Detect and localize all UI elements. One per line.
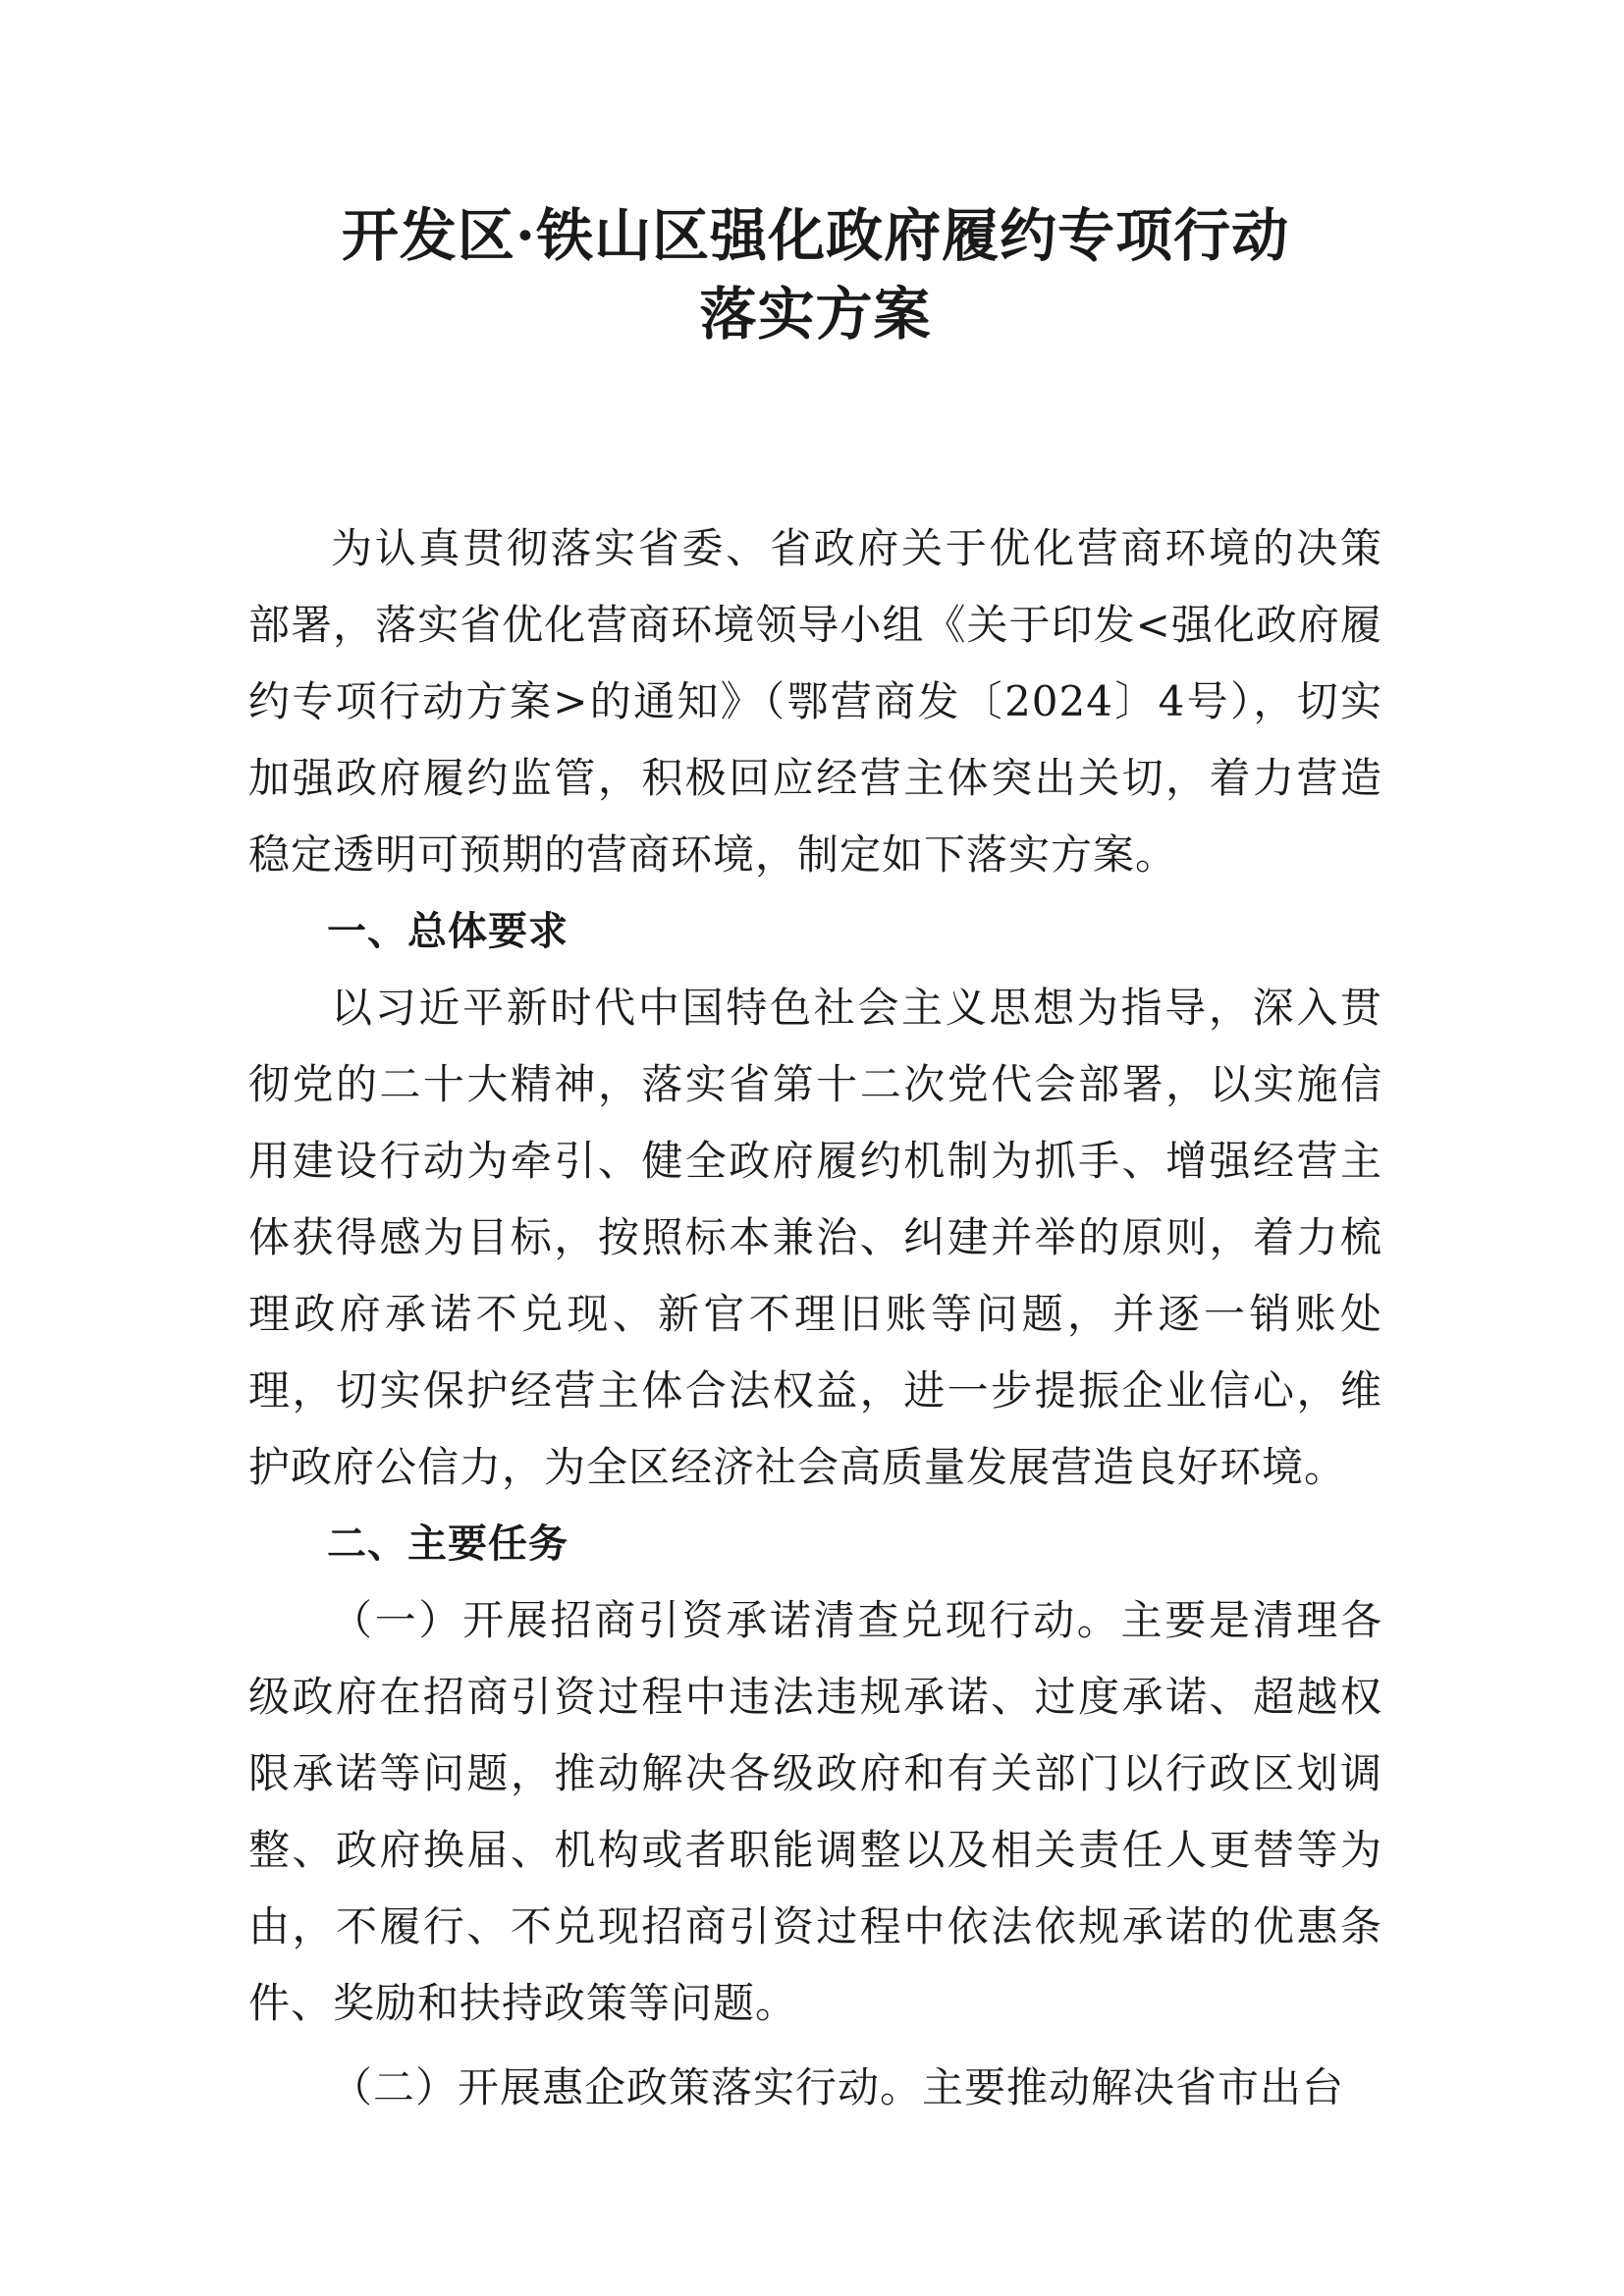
document-body [248, 510, 1382, 2126]
task-2-paragraph [248, 2050, 1382, 2126]
task-1-text: 主要是清理各级政府在招商引资过程中违法违规承诺、过度承诺、超越权限承诺等问题，推动解决各级政府和有关部门以行政区划调整、政府换届、机构或者职能调整以及相关责任人更替等为由，不履行、不兑现招商引资过程中依法依规承诺的优惠条件、奖励和扶持政策等问题。 [248, 1596, 1382, 2027]
general-requirements-paragraph: 以习近平新时代中国特色社会主义思想为指导，深入贯彻党的二十大精神，落实省第十二次党代会部署，以实施信用建设行动为牵引、健全政府履约机制为抓手、增强经营主体获得感为目标，按照标本兼治、纠建并举的原则，着力梳理政府承诺不兑现、新官不理旧账等问题，并逐一销账处理，切实保护经营主体合法权益，进一步提振企业信心，维护政府公信力，为全区经济社会高质量发展营造良好环境。 [248, 984, 1382, 1491]
document-title [248, 196, 1382, 353]
task-2-lead: （二）开展惠企政策落实行动。 [331, 2063, 923, 2111]
title-line-1: 开发区·铁山区强化政府履约专项行动 [341, 202, 1290, 269]
task-1-lead: （一）开展招商引资承诺清查兑现行动。 [331, 1596, 1121, 1644]
task-2-text: 主要推动解决省市出台 [922, 2063, 1345, 2111]
title-line-2: 落实方案 [699, 281, 932, 347]
task-1-paragraph [248, 1582, 1382, 2042]
document-page [248, 196, 1382, 2258]
section-heading-main-tasks: 二、主要任务 [327, 1522, 568, 1567]
intro-paragraph: 为认真贯彻落实省委、省政府关于优化营商环境的决策部署，落实省优化营商环境领导小组《关于印发<强化政府履约专项行动方案>的通知》（鄂营商发〔2024〕4号），切实加强政府履约监管，积极回应经营主体突出关切，着力营造稳定透明可预期的营商环境，制定如下落实方案。 [248, 524, 1382, 879]
section-heading-general-requirements: 一、总体要求 [327, 909, 568, 954]
